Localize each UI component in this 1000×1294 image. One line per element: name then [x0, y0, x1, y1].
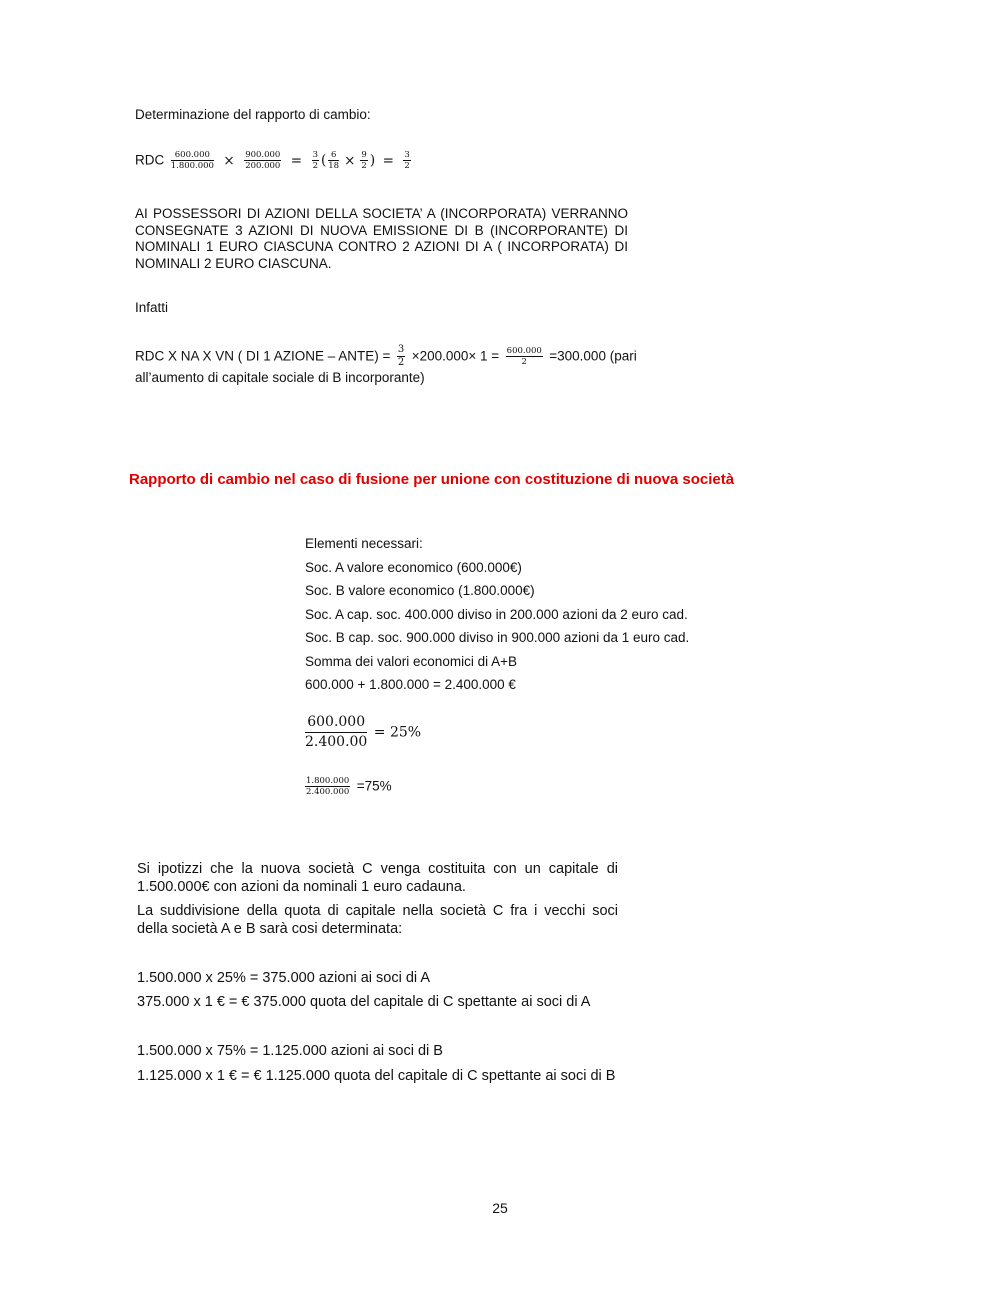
list-item: Somma dei valori economici di A+B: [305, 653, 517, 669]
formula-verifica: [135, 344, 637, 369]
formula-quota-b: [303, 776, 392, 797]
formula2-suffix: =300.000 (pari: [549, 348, 637, 364]
result-75-percent: =75%: [356, 778, 392, 794]
formula-prefix: RDC: [135, 152, 165, 168]
fraction-3-2-result: $\frac{3}{2}$: [404, 150, 410, 171]
list-item: 600.000 + 1.800.000 = 2.400.000 €: [305, 677, 516, 692]
formula-rdc: [135, 150, 413, 171]
fraction-600k-1800k: $\frac{600.000}{1.800.000}$: [170, 150, 214, 171]
fraction-600k-2400k: $\frac{600.000}{2.400.00}$: [305, 714, 368, 750]
fraction-3-2: $\frac{3}{2}$: [312, 150, 318, 171]
list-item: Elementi necessari:: [305, 536, 423, 551]
fraction-900k-200k: $\frac{900.000}{200.000}$: [245, 150, 281, 171]
paragraph-suddivisione: La suddivisione della quota di capitale nella società C fra i vecchi soci della società A e B sarà cosi determinata:: [137, 903, 618, 937]
fraction-600k-2: $\frac{600.000}{2}$: [506, 346, 542, 367]
fraction-9-2: $\frac{9}{2}$: [361, 150, 367, 171]
elements-list: [305, 536, 689, 701]
list-item: Soc. A valore economico (600.000€): [305, 559, 522, 575]
equals-sign: =: [290, 152, 303, 169]
formula2-line2: all’aumento di capitale sociale di B incorporante): [135, 370, 425, 385]
page-number: 25: [492, 1200, 508, 1216]
list-item: Soc. B cap. soc. 900.000 diviso in 900.000 azioni da 1 euro cad.: [305, 630, 690, 645]
formula2-mid: ×200.000× 1 =: [411, 348, 500, 364]
list-item: Soc. B valore economico (1.800.000€): [305, 583, 535, 598]
formula-quota-a: [303, 713, 421, 752]
equals-sign: =: [382, 152, 394, 169]
times-sign: ×: [344, 152, 356, 169]
calc-azioni-a: 1.500.000 x 25% = 375.000 azioni ai soci di A: [137, 970, 431, 986]
calc-quota-a: 375.000 x 1 € = € 375.000 quota del capitale di C spettante ai soci di A: [137, 994, 591, 1010]
times-sign: ×: [223, 152, 235, 169]
fraction-3-2: $\frac{3}{2}$: [397, 344, 405, 368]
calc-azioni-b: 1.500.000 x 75% = 1.125.000 azioni ai soci di B: [137, 1043, 443, 1059]
open-paren: (: [320, 152, 327, 169]
paragraph-possessori: AI POSSESSORI DI AZIONI DELLA SOCIETA’ A (INCORPORATA) VERRANNO CONSEGNATE 3 AZIONI DI NUOVA EMISSIONE DI B (INCORPORANTE) DI NOMINALI 1 EURO CIASCUNA CONTRO 2 AZIONI DI A ( INCORPORATA) DI NOMINALI 2 EURO CIASCUNA.: [135, 206, 628, 271]
calc-quota-b: 1.125.000 x 1 € = € 1.125.000 quota del capitale di C spettante ai soci di B: [137, 1068, 616, 1084]
close-paren: ): [369, 152, 376, 169]
result-25-percent: = 25%: [373, 724, 422, 741]
text-infatti: Infatti: [135, 300, 169, 315]
fraction-6-18: $\frac{6}{18}$: [328, 150, 340, 171]
fraction-1800k-2400k: $\frac{1.800.000}{2.400.000}$: [306, 776, 350, 797]
formula2-prefix: RDC X NA X VN ( DI 1 AZIONE – ANTE) =: [135, 348, 391, 364]
section-title-fusione-unione: Rapporto di cambio nel caso di fusione per unione con costituzione di nuova società: [129, 471, 735, 488]
list-item: Soc. A cap. soc. 400.000 diviso in 200.000 azioni da 2 euro cad.: [305, 606, 688, 622]
paragraph-capitale-c: Si ipotizzi che la nuova società C venga costituita con un capitale di 1.500.000€ con azioni da nominali 1 euro cadauna.: [137, 861, 618, 895]
heading-rapporto-cambio: Determinazione del rapporto di cambio:: [135, 107, 371, 122]
